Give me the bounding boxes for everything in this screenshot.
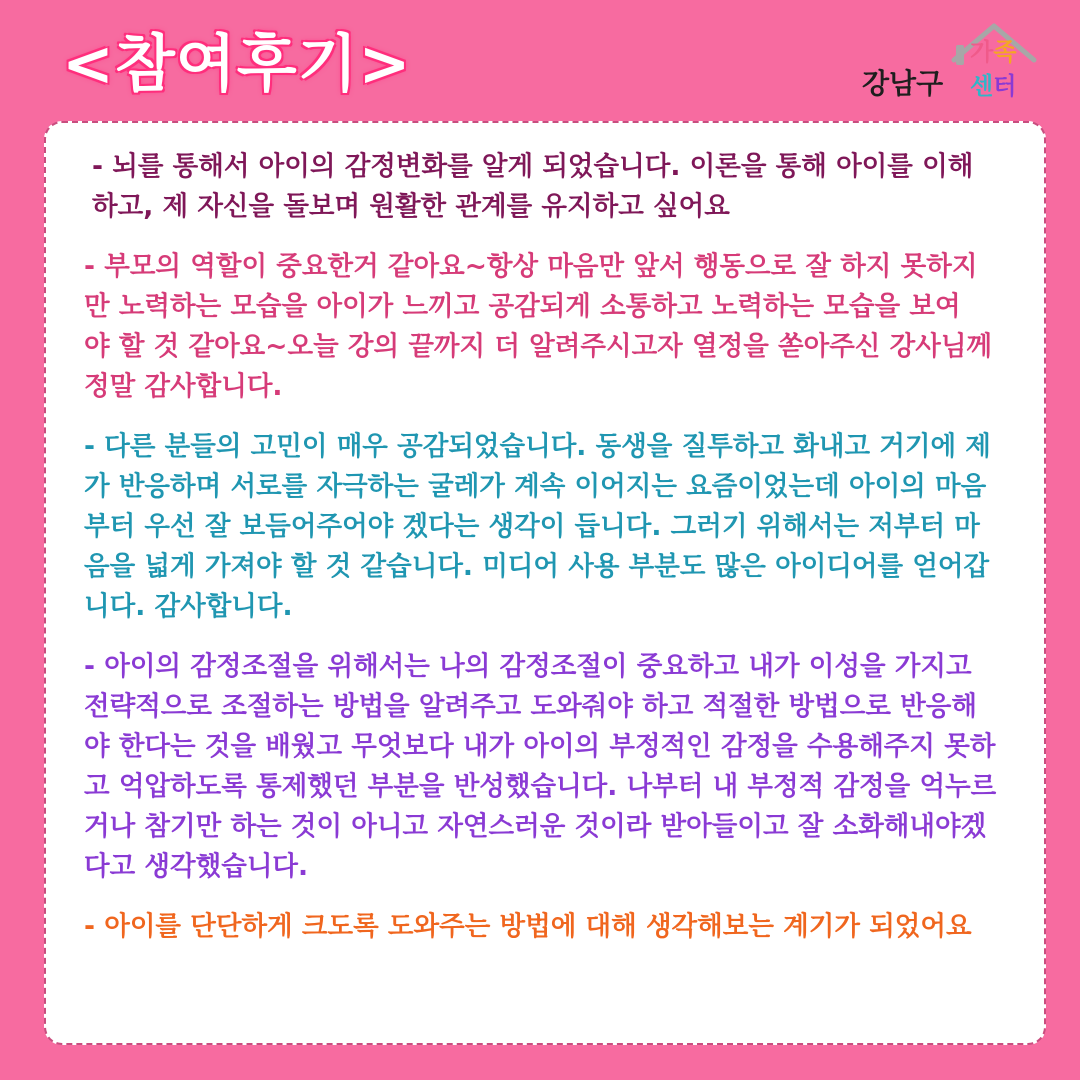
- review-card: [44, 121, 1046, 1045]
- logo-line-1: [970, 40, 1016, 64]
- logo-letter-2: 족: [993, 38, 1017, 66]
- review-4: - 아이의 감정조절을 위해서는 나의 감정조절이 중요하고 내가 이성을 가지고 전략적으로 조절하는 방법을 알려주고 도와줘야 하고 적절한 방법으로 반응해 야 한다는 것을 배웠고 무엇보다 내가 아이의 부정적인 감정을 수용해주지 못하 고 억압하도록 통제했던 부분을 반성했습니다. 나부터 내 부정적 감정을 억누르 거나 참기만 하는 것이 아니고 자연스러운 것이라 받아들이고 잘 소화해내야겠 다고 생각했습니다.: [84, 651, 997, 882]
- logo-letter-1: 가: [970, 38, 994, 66]
- logo-district-name: 강남구: [862, 67, 944, 100]
- logo-line-2: [970, 74, 1016, 98]
- logo-letter-4: 터: [993, 72, 1017, 100]
- review-5: - 아이를 단단하게 크도록 도와주는 방법에 대해 생각해보는 계기가 되었어요: [84, 911, 972, 942]
- logo-letter-3: 센: [970, 72, 994, 100]
- review-1: - 뇌를 통해서 아이의 감정변화를 알게 되었습니다. 이론을 통해 아이를 이해 하고, 제 자신을 돌보며 원활한 관계를 유지하고 싶어요: [92, 151, 974, 222]
- center-logo: [858, 18, 1038, 114]
- review-2: - 부모의 역할이 중요한거 같아요~항상 마음만 앞서 행동으로 잘 하지 못하지 만 노력하는 모습을 아이가 느끼고 공감되게 소통하고 노력하는 모습을 보여 야 할 것 같아요~오늘 강의 끝까지 더 알려주시고자 열정을 쏟아주신 강사님께 정말 감사합니다.: [84, 251, 993, 402]
- review-3: - 다른 분들의 고민이 매우 공감되었습니다. 동생을 질투하고 화내고 거기에 제 가 반응하며 서로를 자극하는 굴레가 계속 이어지는 요즘이었는데 아이의 마음 부터 우선 잘 보듬어주어야 겠다는 생각이 듭니다. 그러기 위해서는 저부터 마 음을 넓게 가져야 할 것 같습니다. 미디어 사용 부분도 많은 아이디어를 얻어갑 니다. 감사합니다.: [84, 431, 991, 622]
- page-title: <참여후기>: [62, 27, 412, 100]
